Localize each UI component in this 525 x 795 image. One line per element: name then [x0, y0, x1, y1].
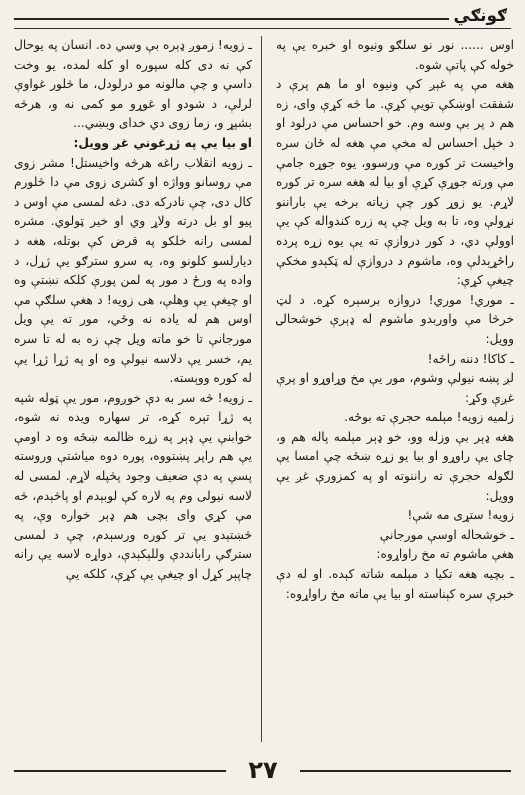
paragraph: زلمیه زویه! مېلمه حجرې ته بوځه. — [344, 410, 514, 425]
paragraph: ـ زویه انقلاب راغه هرڅه واخیستل! مشر زوی مې روسانو وواژه او کشری زوی مې دا څلورم کال دی، چې نادرکه دی. دغه لمسی مې اوس د پیو او بل درته ولاړ وي او خیر ټولوي. مشره لمسی رانه خلکو په قرض کې بوتله، هغه د دیارلسو کلونو وه، په سرو سترګو یې ژړل، د واده په ورځ د مور په لمن پورې کلکه نښتې وه او چیغې یې وهلې، هی زویه! د هغې سلګې مې اوس هم له یاده نه وځي، مور ته یې ویل مورجانې تا خو ماته ویل چې زه به له تا سره یم، خسر یې دلاسه نیولې وه او په ژړا ژړا یې له کوره ووېسته. — [14, 155, 252, 386]
page-header — [14, 6, 511, 30]
paragraph: ـ خوشحاله اوسې مورجانې — [379, 527, 514, 542]
page-number: ۲۷ — [248, 756, 278, 784]
page-footer — [14, 752, 511, 788]
paragraph: ـ زویه! څه سر به دې خوږوم، مور یې ټوله شپه په ژړا تېره کړه، تر سهاره ویده نه شوه، خوابنې یې ډېر په زړه ظالمه ښځه وه د اومې یې هم راپر پښتووه، پوره دوه میاشتې وروسته پسې په دې ضعیف وجود پڅپله لاړم. لمسی له لاسه نیولی وم په لاره کې لوبېدم او پاڅېدم، څه مې کړي وای بچی هم ډېر خواره وې، په څښتېدو یې تر کوره ورسېدم، چې د لمسی سترګې رابانددې وللېکېدې، دواړه لاسه یې رانه چاپېر کړل او چیغې یې کړې، کلکه یې — [14, 390, 252, 582]
column-divider — [261, 36, 262, 742]
header-title: ګونګي — [453, 6, 507, 26]
paragraph: هغه مې په غېږ کې ونیوه او ما هم پرې د شفقت اوښکې تویې کړې. ما څه کړې وای، زه هم د پر بې وسه وم. خو احساس مې درلود او د خپل احساس له مخې مې هغه له ځان سره واخیست تر کوره مې ورسوو، یوه جوړه جامې مې ورته جوړې کړې او بیا له هغه سره تر کوره لاړم. یو زوړ کور چې زیاته برخه یې باراننو نړولې وه، تا به ویل چې په زره کندواله کې یې اوولې دي، د کور دروازې ته یې یوه زړه پرده راځړېدلې وه، ماشوم د دروازې له ټکېدو مخکې چیغې کړې: — [276, 77, 514, 288]
paragraph: زویه! ستړی مه شې! — [407, 508, 514, 523]
header-rule-bottom — [14, 28, 511, 29]
paragraph: اوس ...... نور نو سلګو ونیوه او خبره یې په خوله کې پاتې شوه. — [276, 38, 514, 72]
footer-rule-left — [14, 770, 226, 772]
paragraph: ـ زویه! زموږ ډېره بې وسي ده. انسان په یوحال کې نه دی کله سپوره او کله لمده، یو وخت داسې و چې مالونه مو درلودل، ما څلور غواوې لرلې، د شودو او غوړو مو کمی نه و، هرڅه بشپړ و، زما زوی دي خدای وبښي... — [14, 38, 252, 131]
paragraph: لږ پښه نیولې وشوم، مور یې مخ وړاوړو او پرې غږې وکړ: — [276, 371, 514, 405]
paragraph: ـ کاکا! دننه راځه! — [427, 351, 514, 366]
paragraph: هغه ډېر بې وزله وو، خو ډېر مېلمه پاله هم و، چای یې راوړو او بیا یو زړه ښځه چې امسا یې لګوله حجرې ته راننوته او په کمزورې غږ یې وویل: — [276, 429, 514, 503]
left-text-column — [14, 36, 252, 746]
paragraph: ـ بچیه هغه تکیا د مېلمه شاته کېده. او له دې خبرې سره کېناسته او بیا یې ماته مخ راواړوه: — [276, 567, 514, 601]
paragraph: ـ موري! موري! دروازه برسېره کړه. د لټ خرڅا مې واوربدو ماشوم له ډېرې خوشحالۍ وویل: — [276, 292, 514, 346]
header-rule-top — [14, 18, 449, 20]
footer-rule-right — [300, 770, 511, 772]
paragraph: هغې ماشوم ته مخ راواړوه: — [376, 547, 514, 562]
paragraph-heading: او بیا یې په ژړغوني غږ وویل: — [73, 135, 252, 150]
right-text-column — [276, 36, 514, 746]
